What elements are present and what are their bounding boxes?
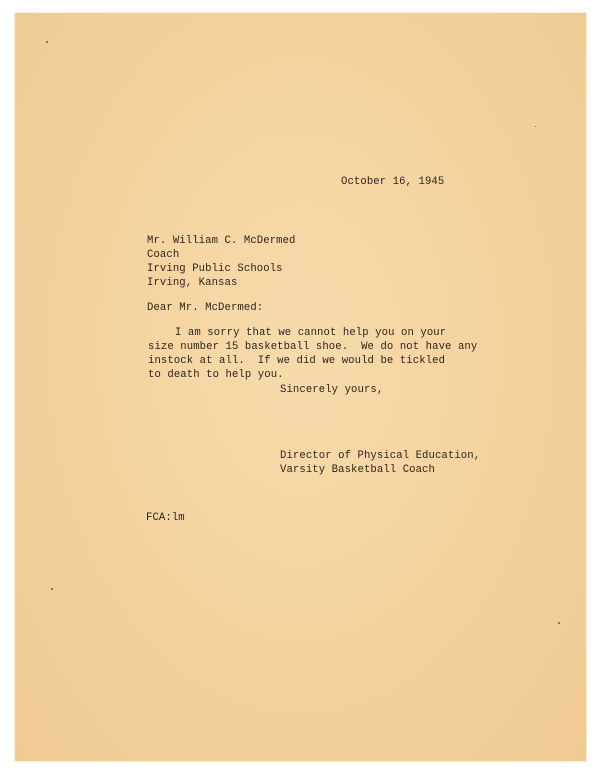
salutation: Dear Mr. McDermed: (147, 302, 264, 314)
signature-title-1: Director of Physical Education, (280, 450, 481, 462)
paper-speck (46, 41, 48, 43)
paper-speck (558, 622, 560, 624)
recipient-title: Coach (147, 249, 180, 261)
recipient-organization: Irving Public Schools (147, 263, 283, 275)
body-line-4: to death to help you. (148, 369, 284, 381)
recipient-name: Mr. William C. McDermed (147, 235, 296, 247)
recipient-location: Irving, Kansas (147, 277, 238, 289)
typist-initials: FCA:lm (146, 512, 185, 524)
paper-speck (535, 126, 536, 127)
body-line-3: instock at all. If we did we would be tickled (148, 355, 446, 367)
letter-page (15, 13, 586, 761)
paper-speck (51, 588, 53, 590)
body-line-2: size number 15 basketball shoe. We do not have any (148, 341, 478, 353)
closing: Sincerely yours, (280, 384, 384, 396)
body-line-1: I am sorry that we cannot help you on your (175, 327, 447, 339)
letter-date: October 16, 1945 (341, 176, 445, 188)
signature-title-2: Varsity Basketball Coach (280, 464, 435, 476)
